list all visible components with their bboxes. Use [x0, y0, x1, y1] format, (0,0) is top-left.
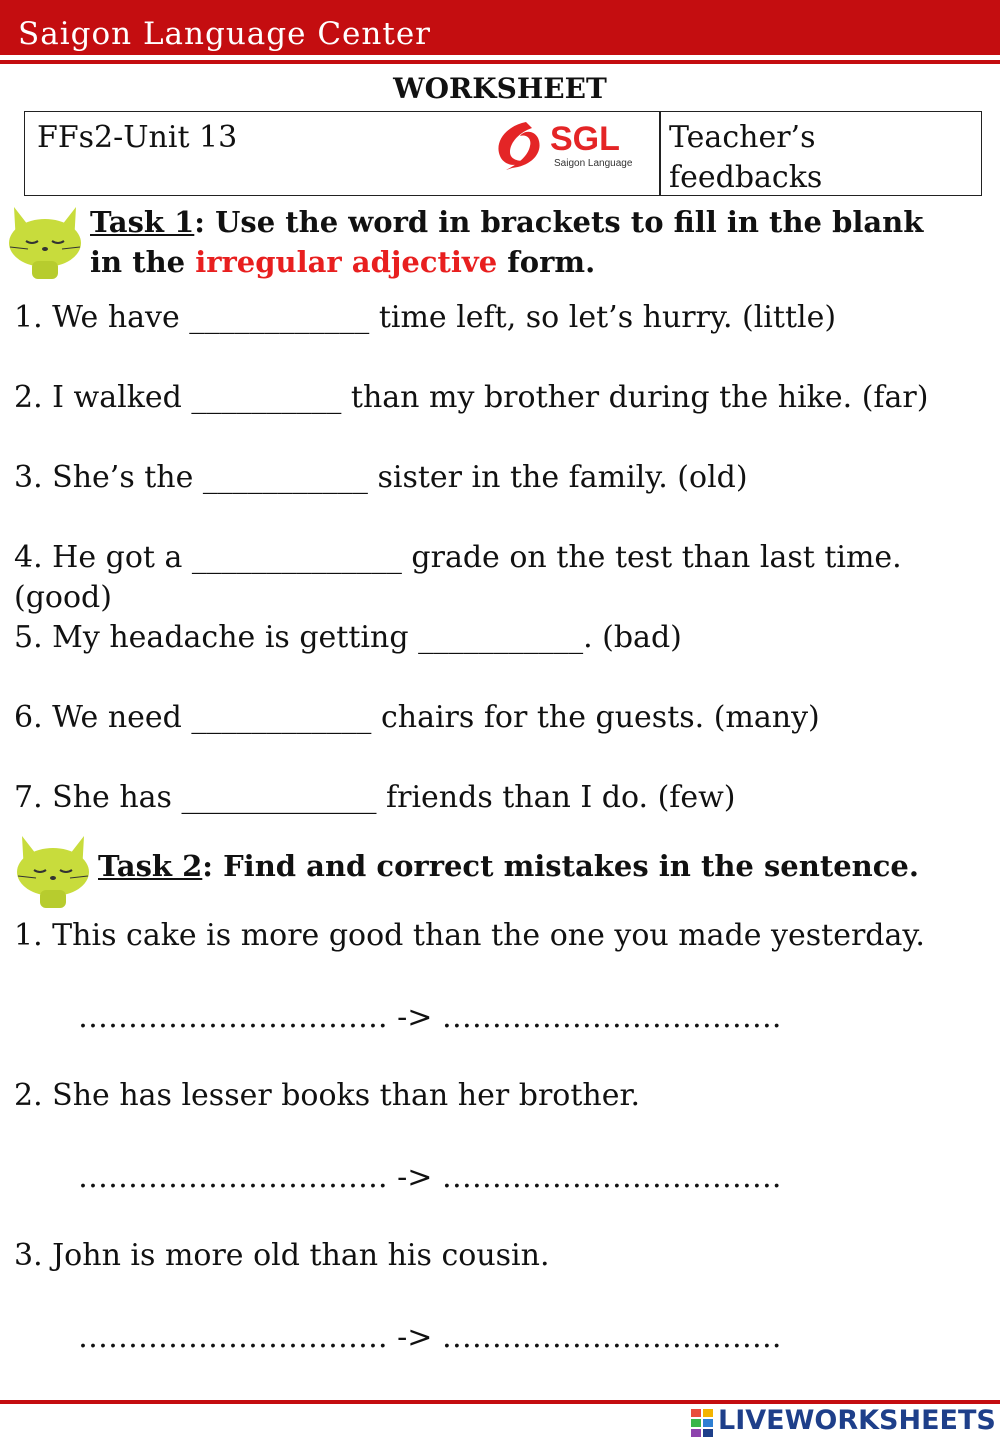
- task1-item-4-hint: (good): [14, 580, 112, 615]
- footer-brand: LIVEWORKSHEETS: [718, 1405, 996, 1436]
- liveworksheets-icon: [690, 1404, 716, 1440]
- feedback-line-2: feedbacks: [669, 160, 823, 195]
- task2-heading: [98, 846, 919, 886]
- header-underline: [0, 60, 1000, 64]
- task1-instruction-b: in the: [90, 245, 196, 279]
- task2-answer-line-3: …………………………. -> …………………………….: [78, 1320, 782, 1355]
- feedback-line-1: Teacher’s: [669, 120, 816, 155]
- task2-answer-line-2: …………………………. -> …………………………….: [78, 1160, 782, 1195]
- sgl-logo: [492, 116, 652, 176]
- task2-label: Task 2: [98, 849, 203, 883]
- task1-item-7: 7. She has _____________ friends than I do. (few): [14, 780, 736, 815]
- logo-subtext: Saigon Language: [554, 158, 633, 169]
- task2-item-3: 3. John is more old than his cousin.: [14, 1238, 550, 1273]
- logo-text: SGL: [550, 120, 620, 158]
- task1-instruction-c: form.: [497, 245, 596, 279]
- feedback-label: [669, 118, 969, 198]
- info-table: [24, 111, 982, 196]
- task2-instruction: : Find and correct mistakes in the sentence.: [202, 849, 919, 883]
- task1-item-2: 2. I walked __________ than my brother during the hike. (far): [14, 380, 929, 415]
- task1-label: Task 1: [90, 205, 195, 239]
- task2-item-1: 1. This cake is more good than the one you made yesterday.: [14, 918, 925, 953]
- table-divider: [659, 112, 661, 195]
- task1-item-6: 6. We need ____________ chairs for the guests. (many): [14, 700, 820, 735]
- task2-item-2: 2. She has lesser books than her brother.: [14, 1078, 641, 1113]
- task1-item-1: 1. We have ____________ time left, so let’s hurry. (little): [14, 300, 837, 335]
- task1-instruction-a: : Use the word in brackets to fill in the blank: [194, 205, 924, 239]
- task1-item-3: 3. She’s the ___________ sister in the family. (old): [14, 460, 748, 495]
- task1-highlight: irregular adjective: [195, 245, 498, 279]
- task1-heading: [90, 202, 923, 282]
- cat-icon: [4, 203, 86, 281]
- unit-code: FFs2-Unit 13: [37, 120, 238, 155]
- header-bar: [0, 0, 1000, 55]
- cat-icon: [12, 832, 94, 910]
- task1-item-4: 4. He got a ______________ grade on the test than last time.: [14, 540, 902, 575]
- task2-answer-line-1: …………………………. -> …………………………….: [78, 1000, 782, 1035]
- worksheet-title: WORKSHEET: [393, 72, 607, 105]
- header-title: Saigon Language Center: [18, 16, 431, 52]
- task1-item-5: 5. My headache is getting ___________. (bad): [14, 620, 682, 655]
